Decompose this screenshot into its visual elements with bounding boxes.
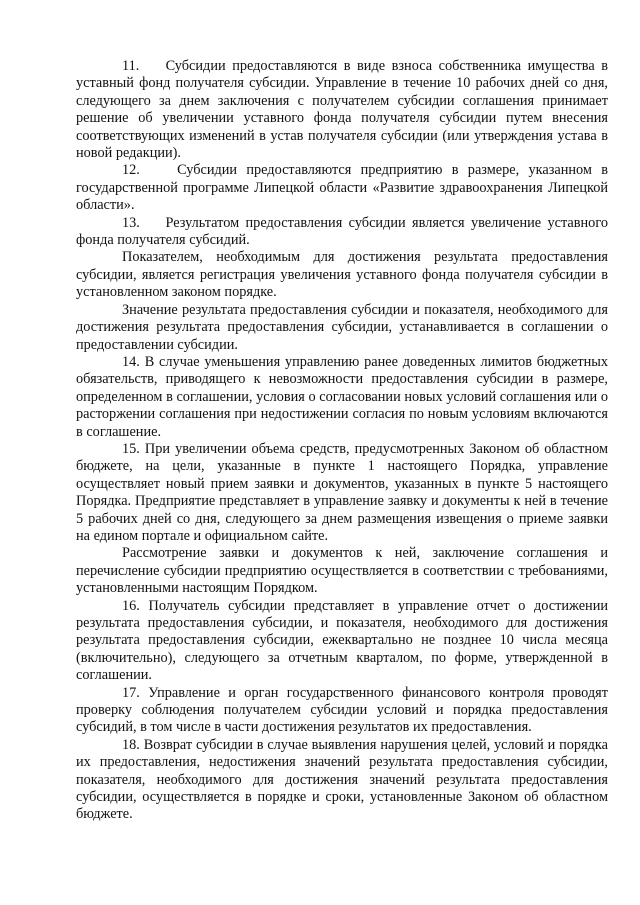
paragraph-14: 14. В случае уменьшения управлению ранее доведенных лимитов бюджетных обязательств, приводящего к невозможности предоставления субсидии в размере, определенном в соглашении, условия о согласовании новых условий соглашения или о расторжении соглашения при недостижении согласия по новым условиям включаются в соглашение. — [76, 353, 608, 440]
paragraph-13-value: Значение результата предоставления субсидии и показателя, необходимого для достижения результата предоставления субсидии, устанавливается в соглашении о предоставлении субсидии. — [76, 301, 608, 353]
paragraph-18: 18. Возврат субсидии в случае выявления нарушения целей, условий и порядка их предоставления, недостижения значений результата предоставления субсидии, показателя, необходимого для достижения значений результата предоставления субсидии, осуществляется в порядке и сроки, установленные Законом об областном бюджете. — [76, 736, 608, 823]
paragraph-15-review: Рассмотрение заявки и документов к ней, заключение соглашения и перечисление субсидии предприятию осуществляется в соответствии с требованиями, установленными настоящим Порядком. — [76, 545, 608, 597]
paragraph-15: 15. При увеличении объема средств, предусмотренных Законом об областном бюджете, на цели, указанные в пункте 1 настоящего Порядка, управление осуществляет новый прием заявки и документов, указанных в пункте 5 настоящего Порядка. Предприятие представляет в управление заявку и документы к ней в течение 5 рабочих дней со дня, следующего за днем размещения извещения о приеме заявки на едином портале и официальном сайте. — [76, 440, 608, 544]
paragraph-13: 13. Результатом предоставления субсидии является увеличение уставного фонда получателя субсидий. — [76, 214, 608, 249]
paragraph-12: 12. Субсидии предоставляются предприятию в размере, указанном в государственной программе Липецкой области «Развитие здравоохранения Липецкой области». — [76, 162, 608, 214]
paragraph-11: 11. Субсидии предоставляются в виде взноса собственника имущества в уставный фонд получателя субсидии. Управление в течение 10 рабочих дней со дня, следующего за днем заключения с получателем субсидии соглашения принимает решение об увеличении уставного фонда получателя субсидии путем внесения соответствующих изменений в устав получателя субсидии (или утверждения устава в новой редакции). — [76, 58, 608, 162]
paragraph-17: 17. Управление и орган государственного финансового контроля проводят проверку соблюдения получателем субсидии условий и порядка предоставления субсидий, в том числе в части достижения результатов их предоставления. — [76, 684, 608, 736]
paragraph-16: 16. Получатель субсидии представляет в управление отчет о достижении результата предоставления субсидии, и показателя, необходимого для достижения результата предоставления субсидии, ежеквартально не позднее 10 числа месяца (включительно), следующего за отчетным кварталом, по форме, утвержденной в соглашении. — [76, 597, 608, 684]
paragraph-13-indicator: Показателем, необходимым для достижения результата предоставления субсидии, является регистрация увеличения уставного фонда получателя субсидии в установленном законом порядке. — [76, 249, 608, 301]
